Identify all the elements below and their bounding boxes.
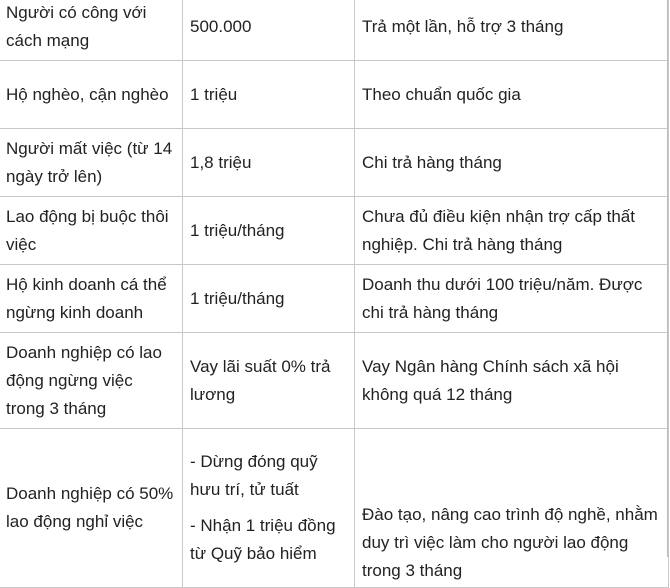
beneficiary-cell: Hộ nghèo, cận nghèo [0,61,183,129]
table-right-border [667,0,668,557]
beneficiary-cell: Hộ kinh doanh cá thể ngừng kinh doanh [0,265,183,333]
note-cell: Theo chuẩn quốc gia [355,61,669,129]
beneficiary-cell: Lao động bị buộc thôi việc [0,197,183,265]
amount-cell: 1,8 triệu [183,129,355,197]
table-row [0,333,669,429]
beneficiary-cell: Doanh nghiệp có 50% lao động nghỉ việc [0,429,183,588]
beneficiary-cell: Người mất việc (từ 14 ngày trở lên) [0,129,183,197]
note-cell: Trả một lần, hỗ trợ 3 tháng [355,0,669,61]
table-row [0,197,669,265]
table-row [0,129,669,197]
amount-cell: 1 triệu [183,61,355,129]
amount-item: - Dừng đóng quỹ hưu trí, tử tuất [190,452,318,499]
note-cell: Chi trả hàng tháng [355,129,669,197]
amount-cell: 1 triệu/tháng [183,197,355,265]
amount-cell: 500.000 [183,0,355,61]
beneficiary-cell: Người có công với cách mạng [0,0,183,61]
table-row [0,429,669,588]
beneficiary-cell: Doanh nghiệp có lao động ngừng việc trong 3 tháng [0,333,183,429]
note-cell: Vay Ngân hàng Chính sách xã hội không quá 12 tháng [355,333,669,429]
note-cell: Chưa đủ điều kiện nhận trợ cấp thất nghiệp. Chi trả hàng tháng [355,197,669,265]
table-row [0,0,669,61]
amount-item: - Nhận 1 triệu đồng từ Quỹ bảo hiểm [190,516,336,563]
table-row [0,61,669,129]
note-cell: Doanh thu dưới 100 triệu/năm. Được chi trả hàng tháng [355,265,669,333]
amount-cell [183,429,355,588]
note-cell: Đào tạo, nâng cao trình độ nghề, nhằm duy trì việc làm cho người lao động trong 3 tháng [355,429,669,588]
amount-cell: 1 triệu/tháng [183,265,355,333]
amount-cell: Vay lãi suất 0% trả lương [183,333,355,429]
table-row [0,265,669,333]
